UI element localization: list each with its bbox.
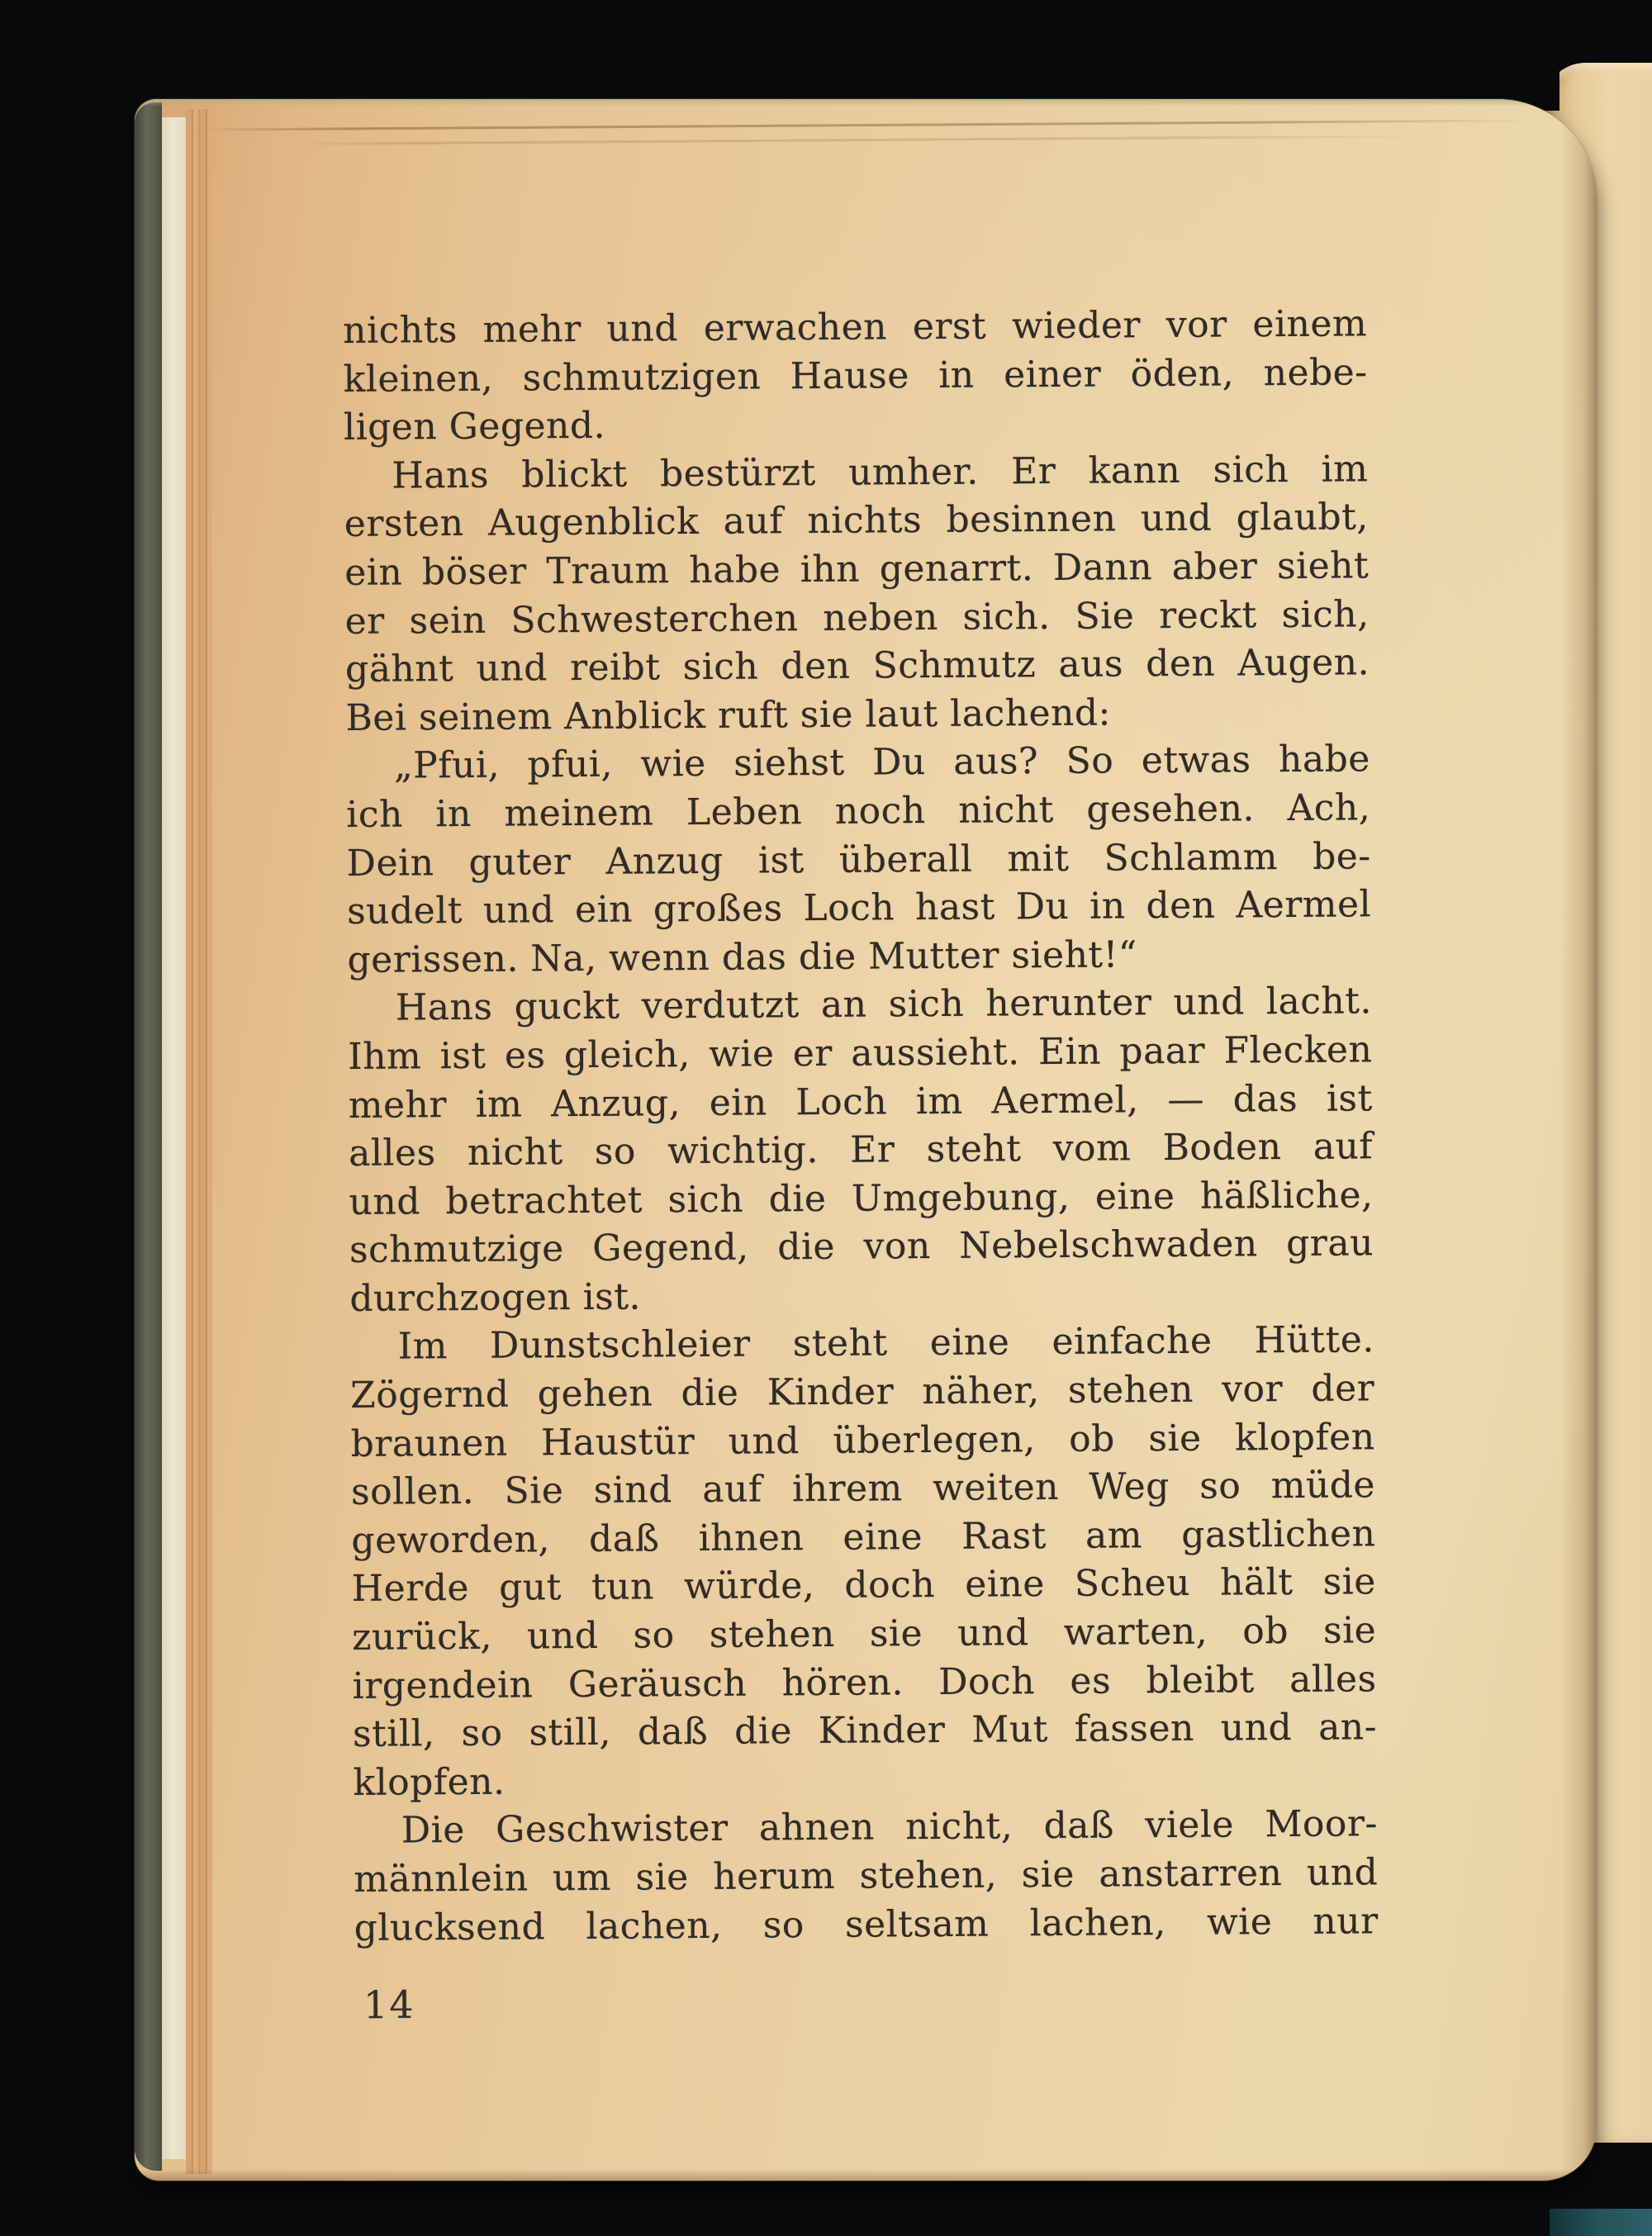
text-line: Im Dunstschleier steht eine einfache Hütte. (397, 1318, 1374, 1369)
text-line: Bei seinem Anblick ruft sie laut lachend: (345, 691, 1112, 739)
page-top-crease (192, 119, 1539, 131)
text-line: nichts mehr und erwachen erst wieder vor einem (343, 302, 1368, 352)
text-line: Herde gut tun würde, doch eine Scheu hält sie (351, 1560, 1376, 1611)
text-line: irgendein Geräusch hören. Doch es bleibt alles (352, 1657, 1377, 1707)
text-line: Dein guter Anzug ist überall mit Schlamm be- (346, 834, 1371, 885)
text-line: und betrachtet sich die Umgebung, eine häßliche, (349, 1174, 1374, 1223)
text-line: ligen Gegend. (343, 404, 606, 449)
text-line: männlein um sie herum stehen, sie anstarren und (354, 1851, 1379, 1901)
text-line: ein böser Traum habe ihn genarrt. Dann aber sieht (344, 544, 1370, 594)
page-edge-stack (186, 109, 212, 2174)
page-right-fold-shadow (1560, 99, 1597, 2181)
text-line: sollen. Sie sind auf ihrem weiten Weg so müde (350, 1464, 1376, 1514)
page-gap-shadow (1513, 0, 1559, 111)
page-top-edge-highlight (135, 99, 1597, 107)
text-line: gähnt und reibt sich den Schmutz aus den Augen. (344, 641, 1370, 691)
text-line: Hans blickt bestürzt umher. Er kann sich im (392, 448, 1369, 497)
corner-teal-mark (1550, 2209, 1652, 2236)
text-line: zurück, und so stehen sie und warten, ob sie (352, 1609, 1377, 1659)
text-line: alles nicht so wichtig. Er steht vom Boden auf (348, 1125, 1374, 1175)
page-top-crease-faint (283, 135, 1440, 145)
text-line: sudelt und ein großes Loch hast Du in den Aermel (346, 883, 1372, 933)
text-line: Die Geschwister ahnen nicht, daß viele Moor- (401, 1802, 1379, 1852)
text-line: mehr im Anzug, ein Loch im Aermel, — das ist (348, 1076, 1373, 1127)
text-line: er sein Schwesterchen neben sich. Sie reckt sich, (344, 592, 1370, 643)
text-line: gerissen. Na, wenn das die Mutter sieht!“ (347, 933, 1137, 981)
page-number: 14 (363, 1982, 415, 2028)
text-line: Hans guckt verdutzt an sich herunter und lacht. (395, 980, 1373, 1029)
spine-cloth-edge (135, 102, 162, 2171)
text-line: Zögernd gehen die Kinder näher, stehen vor der (350, 1367, 1375, 1417)
text-line: braunen Haustür und überlegen, ob sie klopfen (350, 1415, 1375, 1465)
page-bottom-shadow (135, 2169, 1597, 2181)
text-line: geworden, daß ihnen eine Rast am gastlichen (351, 1512, 1376, 1562)
text-line: ich in meinem Leben noch nicht gesehen. Ach, (346, 786, 1371, 836)
text-line: durchzogen ist. (349, 1275, 642, 1320)
text-block (343, 300, 1379, 1953)
text-line: still, so still, daß die Kinder Mut fassen und an- (352, 1706, 1378, 1756)
text-line: klopfen. (353, 1760, 506, 1804)
text-line: Ihm ist es gleich, wie er aussieht. Ein paar Flecken (348, 1028, 1373, 1078)
text-line: glucksend lachen, so seltsam lachen, wie nur (354, 1899, 1379, 1949)
page-edge-white (162, 117, 186, 2159)
book-page (135, 99, 1597, 2181)
text-line: schmutzige Gegend, die von Nebelschwaden grau (349, 1222, 1374, 1272)
text-line: „Pfui, pfui, wie siehst Du aus? So etwas habe (393, 738, 1371, 787)
text-line: ersten Augenblick auf nichts besinnen und glaubt, (344, 496, 1369, 546)
text-line: kleinen, schmutzigen Hause in einer öden, nebe- (343, 350, 1368, 401)
